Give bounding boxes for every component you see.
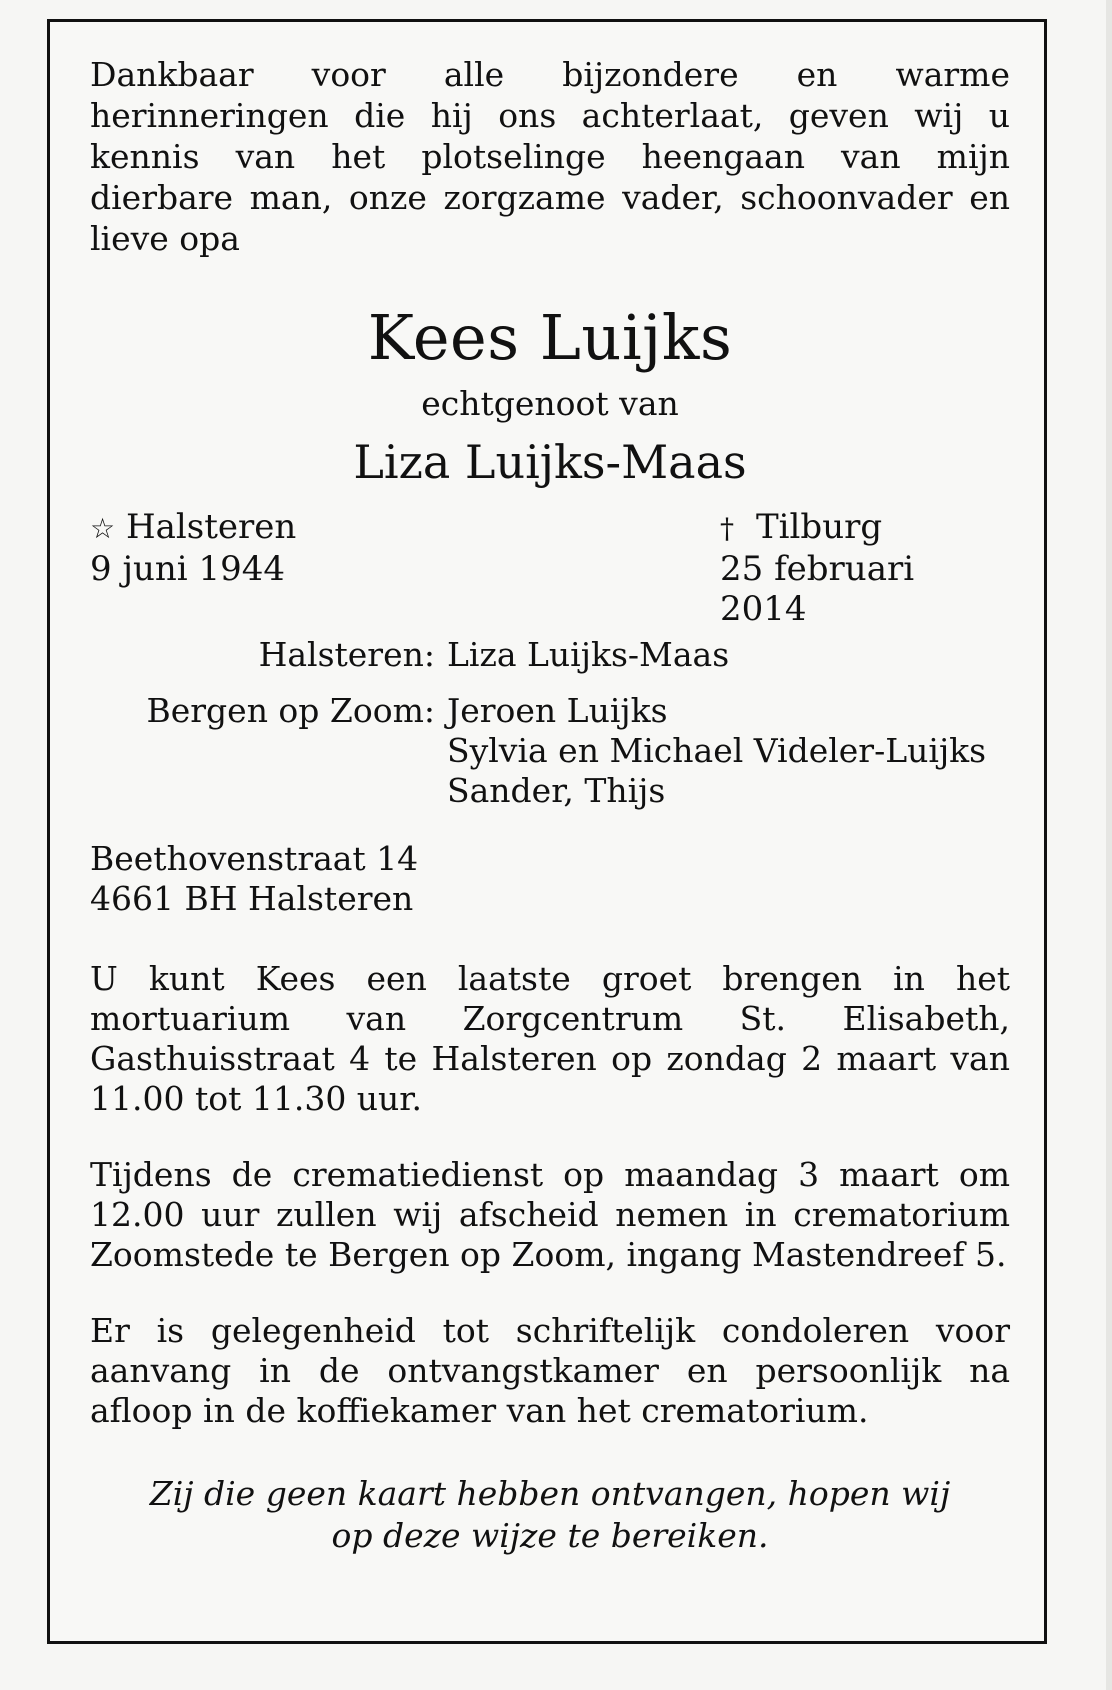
- closing-line-2: op deze wijze te bereiken.: [331, 1516, 769, 1555]
- birth-date: 9 juni 1944: [90, 549, 285, 589]
- death-place: Tilburg: [756, 507, 883, 547]
- address-block: [90, 839, 1010, 919]
- adjacent-column-edge: [1106, 0, 1112, 1690]
- star-icon: ☆: [90, 512, 116, 545]
- viewing-paragraph: U kunt Kees een laatste groet brengen in het mortuarium van Zorgcentrum St. Elisabeth, Gasthuisstraat 4 te Halsteren op zondag 2 maart van 11.00 tot 11.30 uur.: [90, 959, 1010, 1118]
- family-row: [90, 691, 1010, 811]
- family-place: Halsteren:: [258, 635, 435, 674]
- birth-info: [90, 507, 296, 589]
- death-info: [720, 507, 1010, 629]
- family-member: Sander, Thijs: [447, 771, 666, 810]
- obituary-frame: [47, 19, 1047, 1644]
- address-street: Beethovenstraat 14: [90, 839, 419, 878]
- address-city: 4661 BH Halsteren: [90, 879, 414, 918]
- intro-text: Dankbaar voor alle bijzondere en warme herinneringen die hij ons achterlaat, geven wij u kennis van het plotselinge heengaan van mijn dierbare man, onze zorgzame vader, schoonvader en lieve opa: [90, 55, 1010, 258]
- death-date: 25 februari 2014: [720, 549, 915, 629]
- family-row: [90, 635, 1010, 675]
- family-list: [90, 635, 1010, 811]
- family-member: Sylvia en Michael Videler-Luijks: [447, 731, 987, 770]
- spouse-label: echtgenoot van: [421, 384, 679, 423]
- birth-place: Halsteren: [126, 507, 297, 547]
- cremation-paragraph: Tijdens de crematiedienst op maandag 3 maart om 12.00 uur zullen wij afscheid nemen in crematorium Zoomstede te Bergen op Zoom, ingang Mastendreef 5.: [90, 1155, 1010, 1274]
- family-member: Jeroen Luijks: [447, 691, 668, 730]
- deceased-name: Kees Luijks: [367, 301, 733, 374]
- life-dates: [90, 507, 1010, 629]
- closing-note: [90, 1473, 1010, 1557]
- obituary-content: [90, 54, 1010, 1557]
- family-place: Bergen op Zoom:: [146, 691, 435, 730]
- family-member: Liza Luijks-Maas: [447, 635, 730, 674]
- cross-icon: †: [720, 512, 734, 545]
- spouse-name: Liza Luijks-Maas: [353, 435, 747, 489]
- closing-line-1: Zij die geen kaart hebben ontvangen, hopen wij: [149, 1474, 951, 1513]
- condolence-paragraph: Er is gelegenheid tot schriftelijk condoleren voor aanvang in de ontvangstkamer en persoonlijk na afloop in de koffiekamer van het crematorium.: [90, 1311, 1010, 1430]
